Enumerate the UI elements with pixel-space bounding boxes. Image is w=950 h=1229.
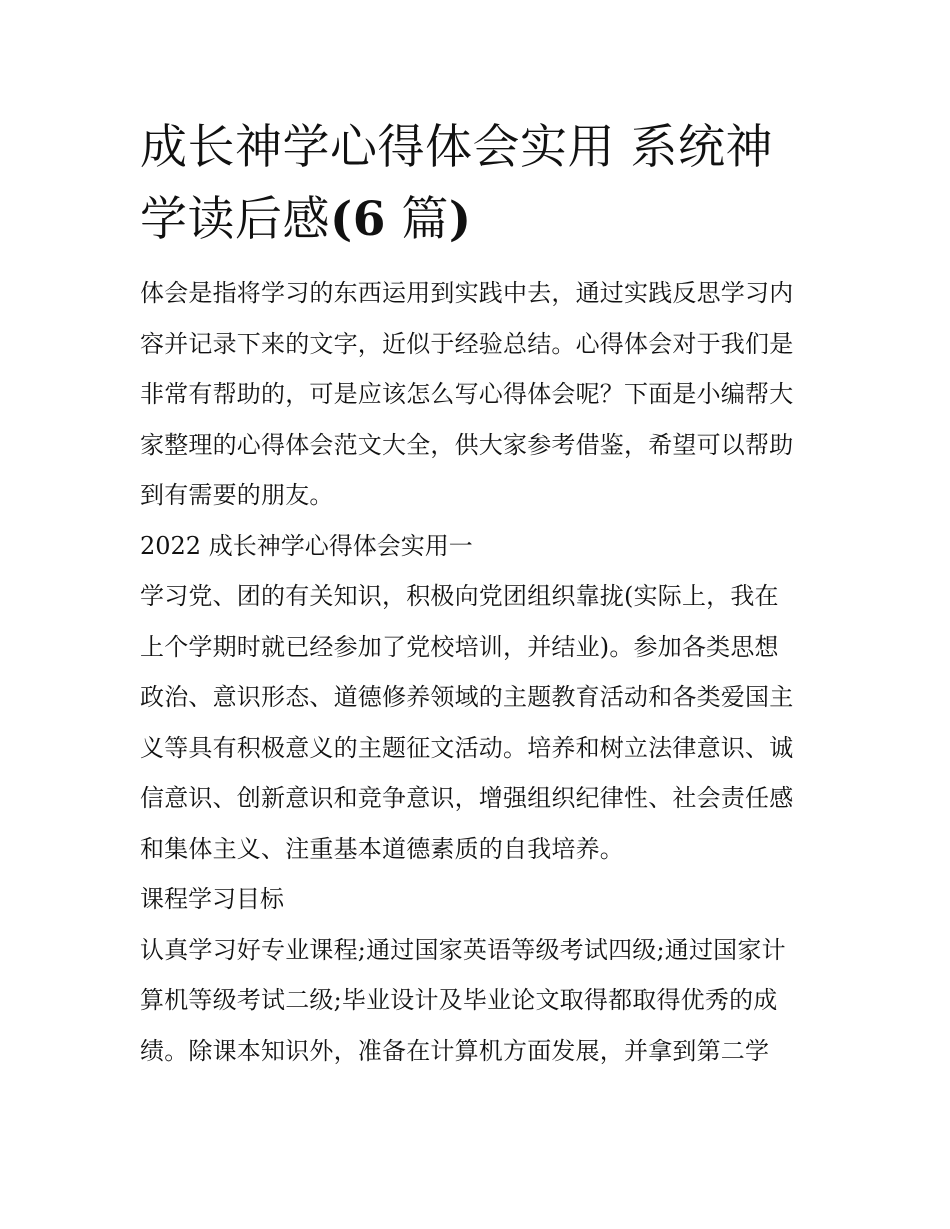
title-line-2-text: 学读后感 bbox=[140, 192, 330, 247]
intro-line: 到有需要的朋友。 bbox=[140, 481, 334, 509]
section-1-line: 政治、意识形态、道德修养领域的主题教育活动和各类爱国主 bbox=[140, 683, 794, 711]
section-1-line: 信意识、创新意识和竞争意识，增强组织纪律性、社会责任感 bbox=[140, 784, 794, 812]
intro-line: 非常有帮助的，可是应该怎么写心得体会呢？下面是小编帮大 bbox=[140, 380, 794, 408]
section-2-line: 算机等级考试二级;毕业设计及毕业论文取得都取得优秀的成 bbox=[140, 986, 778, 1014]
title-count: (6 bbox=[330, 192, 386, 247]
intro-line: 家整理的心得体会范文大全，供大家参考借鉴，希望可以帮助 bbox=[140, 430, 794, 459]
section-1-line: 上个学期时就已经参加了党校培训，并结业)。参加各类思想 bbox=[140, 632, 779, 661]
intro-line: 容并记录下来的文字，近似于经验总结。心得体会对于我们是 bbox=[140, 329, 794, 358]
section-2-heading: 课程学习目标 bbox=[140, 885, 284, 913]
document-content bbox=[140, 112, 820, 1076]
section-1-paragraph bbox=[140, 571, 820, 874]
section-1-heading: 2022 成长神学心得体会实用一 bbox=[140, 531, 473, 560]
intro-paragraph bbox=[140, 268, 820, 521]
section-2-paragraph bbox=[140, 925, 820, 1077]
section-2-line: 绩。除课本知识外，准备在计算机方面发展，并拿到第二学 bbox=[140, 1036, 770, 1065]
title-unit: 篇 bbox=[401, 192, 449, 247]
intro-line: 体会是指将学习的东西运用到实践中去，通过实践反思学习内 bbox=[140, 279, 794, 307]
title-line-2 bbox=[140, 184, 820, 256]
section-1-line: 学习党、团的有关知识，积极向党团组织靠拢(实际上，我在 bbox=[140, 582, 779, 610]
section-2-line: 认真学习好专业课程;通过国家英语等级考试四级;通过国家计 bbox=[140, 935, 786, 964]
document-title bbox=[140, 112, 820, 256]
title-close-paren: ) bbox=[448, 192, 472, 247]
section-1-line: 和集体主义、注重基本道德素质的自我培养。 bbox=[140, 834, 624, 863]
section-1-line: 义等具有积极意义的主题征文活动。培养和树立法律意识、诚 bbox=[140, 733, 794, 762]
title-line-1: 成长神学心得体会实用 系统神 bbox=[140, 120, 773, 175]
